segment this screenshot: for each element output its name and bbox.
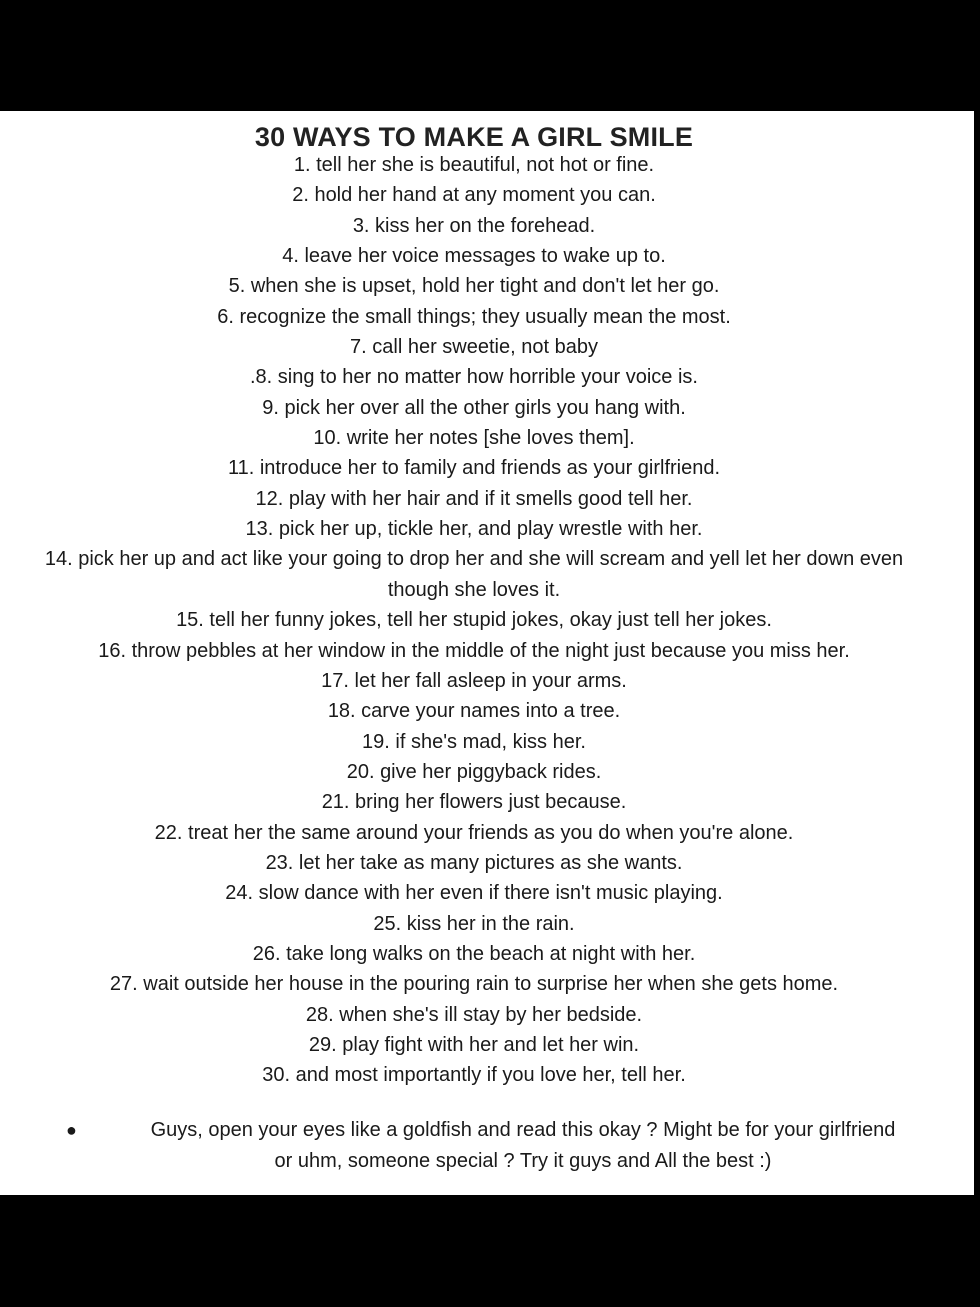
list-item: 13. pick her up, tickle her, and play wrestle with her. [245,518,703,541]
list-item: 15. tell her funny jokes, tell her stupid jokes, okay just tell her jokes. [176,609,772,632]
list-item: 23. let her take as many pictures as she wants. [265,851,683,874]
list-item: 18. carve your names into a tree. [327,700,621,723]
document-title: 30 WAYS TO MAKE A GIRL SMILE [254,122,694,152]
tips-list [0,150,948,1091]
list-item: 6. recognize the small things; they usually mean the most. [217,305,731,328]
list-item: 10. write her notes [she loves them]. [313,427,635,450]
list-item: 12. play with her hair and if it smells good tell her. [255,487,693,510]
list-item: 24. slow dance with her even if there isn't music playing. [225,882,723,905]
list-item: 30. and most importantly if you love her, tell her. [262,1064,686,1087]
list-item: 28. when she's ill stay by her bedside. [305,1003,643,1026]
closing-note-text [100,1115,946,1177]
closing-note-line: Guys, open your eyes like a goldfish and read this okay ? Might be for your girlfriend [150,1119,896,1141]
list-item: 19. if she's mad, kiss her. [362,730,586,753]
list-item: 22. treat her the same around your friends as you do when you're alone. [154,821,794,844]
closing-note [66,1115,946,1177]
closing-note-line: or uhm, someone special ? Try it guys and All the best :) [274,1150,772,1172]
list-item: 27. wait outside her house in the pouring rain to surprise her when she gets home. [109,973,839,996]
list-item: 1. tell her she is beautiful, not hot or fine. [293,154,655,176]
list-item: 17. let her fall asleep in your arms. [321,669,627,692]
list-item: 20. give her piggyback rides. [346,760,602,783]
list-item: 4. leave her voice messages to wake up to. [282,245,666,268]
list-item: 9. pick her over all the other girls you hang with. [262,396,686,419]
list-item: 25. kiss her in the rain. [373,912,575,935]
bullet-icon: ● [66,1120,77,1140]
list-item: 7. call her sweetie, not baby [350,336,598,359]
list-item: 2. hold her hand at any moment you can. [292,184,656,207]
list-item: 29. play fight with her and let her win. [308,1033,640,1056]
list-item: 5. when she is upset, hold her tight and don't let her go. [228,275,720,298]
list-item: 11. introduce her to family and friends as your girlfriend. [227,457,721,480]
list-item: 21. bring her flowers just because. [321,791,627,814]
document-page [0,111,974,1195]
list-item: 14. pick her up and act like your going to drop her and she will scream and yell let her down even though she loves it. [44,548,904,601]
list-item: 16. throw pebbles at her window in the middle of the night just because you miss her. [98,639,850,662]
list-item: 26. take long walks on the beach at night with her. [252,942,696,965]
list-item: .8. sing to her no matter how horrible your voice is. [250,366,698,389]
list-item: 3. kiss her on the forehead. [352,214,596,237]
